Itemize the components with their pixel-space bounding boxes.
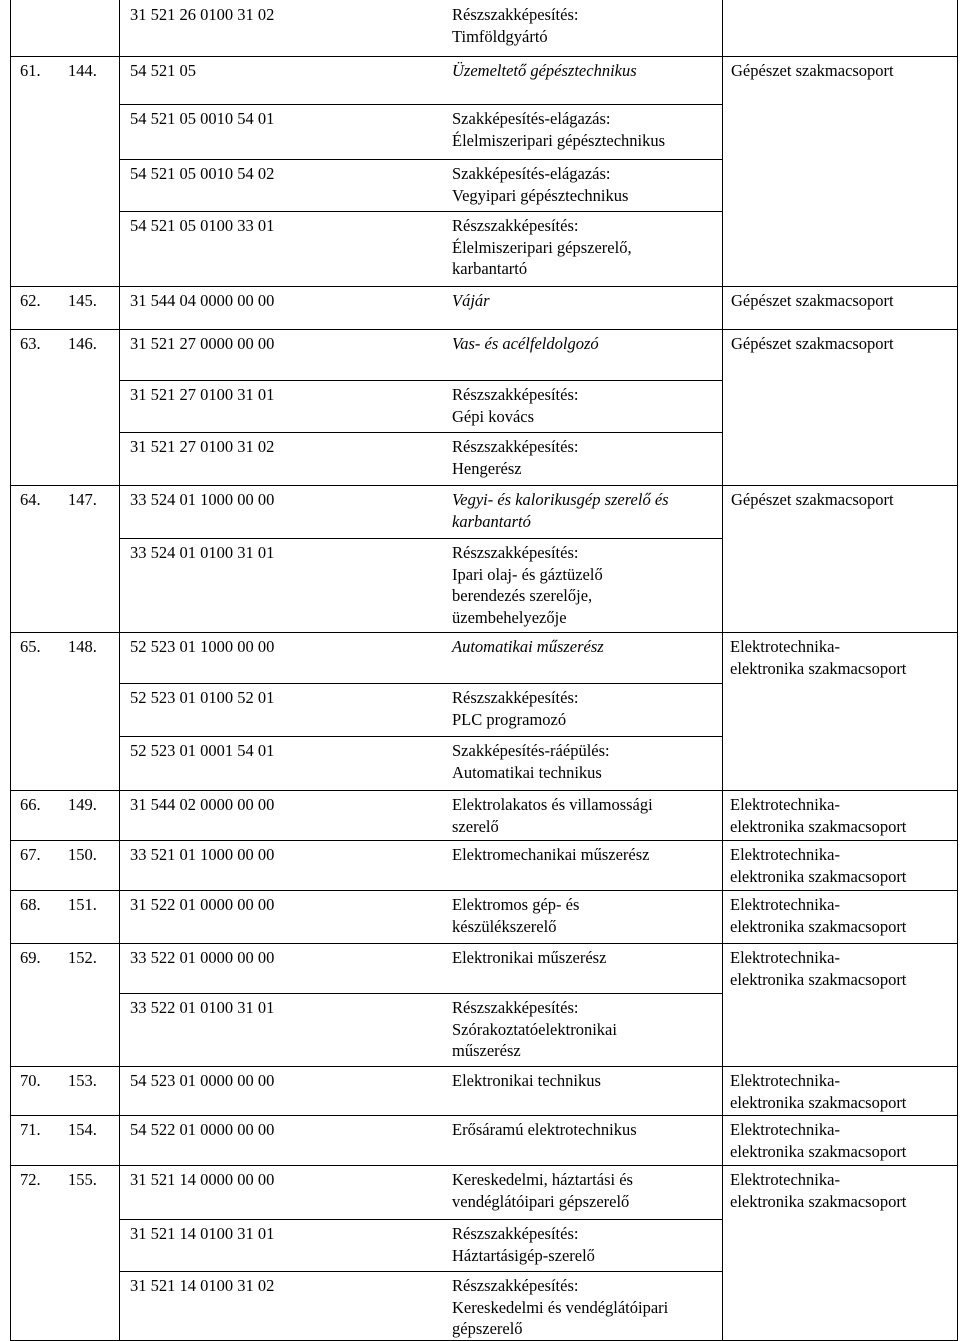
sector-group: elektronika szakmacsoport bbox=[730, 969, 907, 989]
row-sequence: 148. bbox=[68, 637, 97, 656]
row-number: 64. bbox=[20, 490, 41, 509]
sub-qualification-title: PLC programozó bbox=[452, 709, 567, 729]
qualification-title: Elektromechanikai műszerész bbox=[452, 845, 650, 864]
qualification-code: 31 521 26 0100 31 02 bbox=[130, 5, 275, 24]
qualification-code: 52 523 01 0100 52 01 bbox=[130, 688, 275, 707]
qualification-code: 31 521 14 0100 31 02 bbox=[130, 1276, 275, 1295]
row-sequence: 147. bbox=[68, 490, 97, 509]
qualification-code: 33 521 01 1000 00 00 bbox=[130, 845, 275, 864]
qualification-code: 54 522 01 0000 00 00 bbox=[130, 1120, 275, 1139]
qualification-code: 31 521 27 0100 31 02 bbox=[130, 437, 275, 456]
sub-qualification-title: Szórakoztatóelektronikai bbox=[452, 1019, 617, 1039]
sub-qualification-title: Automatikai technikus bbox=[452, 762, 602, 782]
qualification-code: 33 524 01 0100 31 01 bbox=[130, 543, 275, 562]
qualification-title: Elektromos gép- és bbox=[452, 895, 580, 914]
left-border bbox=[10, 0, 11, 1341]
qualification-title: karbantartó bbox=[452, 511, 531, 531]
qualification-code: 33 522 01 0000 00 00 bbox=[130, 948, 275, 967]
row-border bbox=[10, 286, 957, 287]
qualification-title: Vájár bbox=[452, 291, 490, 310]
sub-row-border bbox=[119, 683, 722, 684]
sub-row-border bbox=[119, 211, 722, 212]
row-number: 67. bbox=[20, 845, 41, 864]
qualification-title: Elektrolakatos és villamossági bbox=[452, 795, 653, 814]
sub-row-border bbox=[119, 159, 722, 160]
qualification-title: Vegyi- és kalorikusgép szerelő és bbox=[452, 490, 669, 509]
sector-group: elektronika szakmacsoport bbox=[730, 1191, 907, 1211]
sub-row-border bbox=[119, 993, 722, 994]
sub-qualification-title: műszerész bbox=[452, 1041, 521, 1060]
sub-qualification-title: Részszakképesítés: bbox=[452, 998, 579, 1017]
sector-group: Gépészet szakmacsoport bbox=[731, 334, 894, 353]
row-border bbox=[10, 840, 957, 841]
qualification-title: Automatikai műszerész bbox=[452, 637, 604, 656]
qualification-code: 31 521 14 0000 00 00 bbox=[130, 1170, 275, 1189]
sub-qualification-title: Vegyipari gépésztechnikus bbox=[452, 185, 629, 205]
row-sequence: 151. bbox=[68, 895, 97, 914]
sub-qualification-title: Gépi kovács bbox=[452, 406, 535, 426]
qualification-title: készülékszerelő bbox=[452, 916, 557, 936]
qualification-title: Vas- és acélfeldolgozó bbox=[452, 334, 599, 353]
row-sequence: 154. bbox=[68, 1120, 97, 1139]
sub-row-border bbox=[119, 104, 722, 105]
sub-qualification-title: Részszakképesítés: bbox=[452, 5, 579, 24]
qualification-title: Elektronikai műszerész bbox=[452, 948, 607, 967]
row-number: 70. bbox=[20, 1071, 41, 1090]
sub-qualification-title: Kereskedelmi és vendéglátóipari bbox=[452, 1297, 669, 1317]
row-border bbox=[10, 485, 957, 486]
qualification-code: 52 523 01 0001 54 01 bbox=[130, 741, 275, 760]
sub-row-border bbox=[119, 432, 722, 433]
qualification-title: szerelő bbox=[452, 816, 499, 836]
sub-qualification-title: karbantartó bbox=[452, 259, 528, 278]
sector-group: Elektrotechnika- bbox=[730, 845, 840, 864]
sub-qualification-title: Részszakképesítés: bbox=[452, 385, 579, 404]
sub-qualification-title: Timföldgyártó bbox=[452, 26, 548, 46]
row-border bbox=[10, 329, 957, 330]
sector-group: elektronika szakmacsoport bbox=[730, 658, 907, 678]
row-number: 61. bbox=[20, 61, 41, 80]
sector-group: Elektrotechnika- bbox=[730, 637, 840, 656]
row-sequence: 152. bbox=[68, 948, 97, 967]
qualification-title: Elektronikai technikus bbox=[452, 1071, 601, 1090]
row-number: 66. bbox=[20, 795, 41, 814]
row-sequence: 146. bbox=[68, 334, 97, 353]
sub-qualification-title: Részszakképesítés: bbox=[452, 543, 579, 562]
row-number: 71. bbox=[20, 1120, 41, 1139]
sector-group: Gépészet szakmacsoport bbox=[731, 291, 894, 310]
qualification-code: 31 522 01 0000 00 00 bbox=[130, 895, 275, 914]
qualification-title: Kereskedelmi, háztartási és bbox=[452, 1170, 633, 1189]
group-column-border bbox=[722, 0, 723, 1341]
row-border bbox=[10, 943, 957, 944]
row-sequence: 150. bbox=[68, 845, 97, 864]
sector-group: Elektrotechnika- bbox=[730, 948, 840, 967]
sub-qualification-title: Élelmiszeripari gépésztechnikus bbox=[452, 130, 666, 150]
sector-group: elektronika szakmacsoport bbox=[730, 866, 907, 886]
qualification-code: 33 524 01 1000 00 00 bbox=[130, 490, 275, 509]
qualification-code: 54 521 05 0100 33 01 bbox=[130, 216, 275, 235]
sector-group: elektronika szakmacsoport bbox=[730, 916, 907, 936]
qualification-title: vendéglátóipari gépszerelő bbox=[452, 1191, 630, 1211]
qualification-code: 54 521 05 0010 54 01 bbox=[130, 109, 275, 128]
row-border bbox=[10, 56, 957, 57]
sector-group: elektronika szakmacsoport bbox=[730, 1092, 907, 1112]
sub-qualification-title: Részszakképesítés: bbox=[452, 216, 579, 235]
row-sequence: 155. bbox=[68, 1170, 97, 1189]
sub-row-border bbox=[119, 1219, 722, 1220]
sub-qualification-title: Ipari olaj- és gáztüzelő bbox=[452, 564, 603, 584]
row-border bbox=[10, 790, 957, 791]
code-column-border bbox=[119, 0, 120, 1341]
qualification-title: Üzemeltető gépésztechnikus bbox=[452, 61, 637, 80]
sector-group: Gépészet szakmacsoport bbox=[731, 490, 894, 509]
row-sequence: 149. bbox=[68, 795, 97, 814]
sub-qualification-title: Részszakképesítés: bbox=[452, 437, 579, 456]
sub-qualification-title: Élelmiszeripari gépszerelő, bbox=[452, 237, 632, 257]
right-border bbox=[957, 0, 958, 1341]
sector-group: elektronika szakmacsoport bbox=[730, 816, 907, 836]
sub-row-border bbox=[119, 380, 722, 381]
sub-qualification-title: Szakképesítés-elágazás: bbox=[452, 164, 611, 183]
row-number: 68. bbox=[20, 895, 41, 914]
qualification-code: 31 544 02 0000 00 00 bbox=[130, 795, 275, 814]
sector-group: Elektrotechnika- bbox=[730, 795, 840, 814]
sub-qualification-title: Szakképesítés-elágazás: bbox=[452, 109, 611, 128]
row-number: 72. bbox=[20, 1170, 41, 1189]
row-sequence: 144. bbox=[68, 61, 97, 80]
qualification-code: 33 522 01 0100 31 01 bbox=[130, 998, 275, 1017]
sub-row-border bbox=[119, 538, 722, 539]
row-border bbox=[10, 632, 957, 633]
sub-qualification-title: Részszakképesítés: bbox=[452, 1224, 579, 1243]
row-sequence: 153. bbox=[68, 1071, 97, 1090]
sub-qualification-title: Szakképesítés-ráépülés: bbox=[452, 741, 610, 760]
row-number: 63. bbox=[20, 334, 41, 353]
qualification-code: 52 523 01 1000 00 00 bbox=[130, 637, 275, 656]
sub-qualification-title: Részszakképesítés: bbox=[452, 688, 579, 707]
qualification-code: 31 521 27 0000 00 00 bbox=[130, 334, 275, 353]
sector-group: Gépészet szakmacsoport bbox=[731, 61, 894, 80]
sector-group: elektronika szakmacsoport bbox=[730, 1141, 907, 1161]
row-number: 62. bbox=[20, 291, 41, 310]
row-border bbox=[10, 890, 957, 891]
row-number: 65. bbox=[20, 637, 41, 656]
qualification-code: 54 521 05 0010 54 02 bbox=[130, 164, 275, 183]
sub-qualification-title: berendezés szerelője, bbox=[452, 586, 593, 605]
sector-group: Elektrotechnika- bbox=[730, 1170, 840, 1189]
sub-row-border bbox=[119, 1271, 722, 1272]
sub-qualification-title: Hengerész bbox=[452, 458, 522, 478]
qualification-code: 31 521 14 0100 31 01 bbox=[130, 1224, 275, 1243]
sub-qualification-title: üzembehelyezője bbox=[452, 607, 567, 627]
row-sequence: 145. bbox=[68, 291, 97, 310]
qualification-code: 54 521 05 bbox=[130, 61, 196, 80]
sector-group: Elektrotechnika- bbox=[730, 895, 840, 914]
row-border bbox=[10, 1115, 957, 1116]
sub-qualification-title: Háztartásigép-szerelő bbox=[452, 1245, 595, 1265]
sector-group: Elektrotechnika- bbox=[730, 1120, 840, 1139]
qualification-title: Erősáramú elektrotechnikus bbox=[452, 1120, 637, 1139]
sub-qualification-title: gépszerelő bbox=[452, 1319, 523, 1338]
row-border bbox=[10, 1165, 957, 1166]
qualification-code: 31 544 04 0000 00 00 bbox=[130, 291, 275, 310]
sector-group: Elektrotechnika- bbox=[730, 1071, 840, 1090]
row-number: 69. bbox=[20, 948, 41, 967]
row-border bbox=[10, 1066, 957, 1067]
qualification-code: 31 521 27 0100 31 01 bbox=[130, 385, 275, 404]
sub-row-border bbox=[119, 736, 722, 737]
sub-qualification-title: Részszakképesítés: bbox=[452, 1276, 579, 1295]
qualification-code: 54 523 01 0000 00 00 bbox=[130, 1071, 275, 1090]
